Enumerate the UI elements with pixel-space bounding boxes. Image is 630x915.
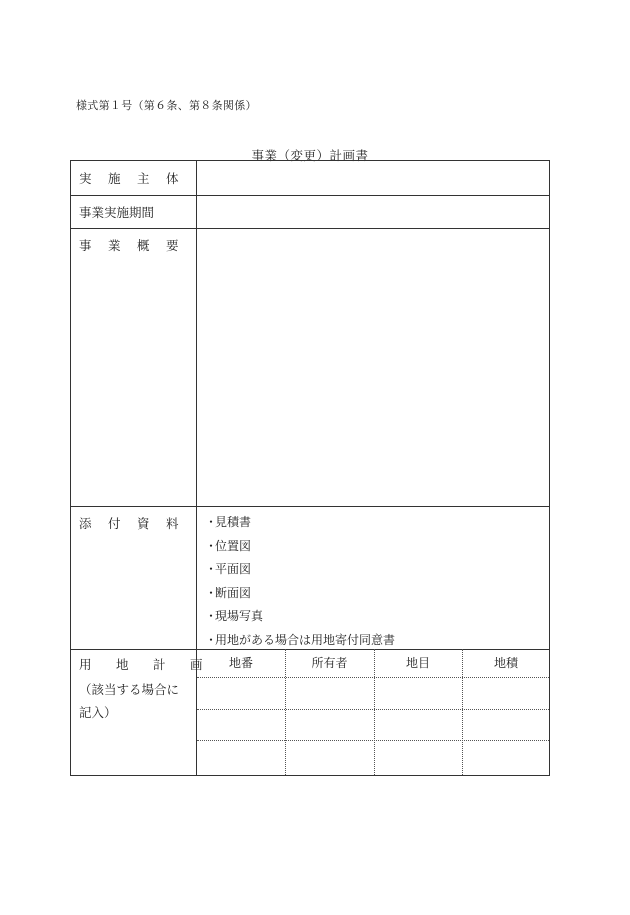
attachments-label: 添 付 資 料 (79, 516, 181, 531)
attachments-list (205, 513, 395, 654)
bullet-mark: ・ (205, 515, 218, 529)
document-title: 事業（変更）計画書 (251, 148, 369, 163)
land-plan-grid (197, 649, 549, 775)
column-header-lot-number: 地番 (228, 656, 253, 670)
overview-label: 事 業 概 要 (79, 238, 181, 253)
attachment-section-view: 断面図 (215, 585, 252, 600)
list-item (205, 513, 395, 537)
period-label-cell (71, 195, 197, 228)
period-field[interactable] (197, 195, 549, 228)
bullet-mark: ・ (205, 538, 218, 553)
implementer-label-cell (71, 161, 197, 195)
land-plan-note-line1: （該当する場合に (79, 682, 180, 697)
implementer-field[interactable] (197, 161, 549, 195)
land-cell[interactable] (463, 678, 550, 709)
land-cell[interactable] (197, 678, 285, 709)
attachment-location-map: 位置図 (215, 538, 252, 553)
bullet-mark: ・ (205, 562, 218, 576)
list-item (205, 584, 395, 608)
land-cell[interactable] (286, 741, 374, 773)
attachment-site-photos: 現場写真 (215, 609, 264, 623)
attachments-label-cell (71, 506, 197, 649)
attachments-content (197, 506, 549, 649)
bullet-mark: ・ (205, 585, 218, 600)
land-cell[interactable] (197, 741, 285, 773)
land-cell[interactable] (286, 678, 374, 709)
list-item (205, 607, 395, 631)
form-number: 様式第１号（第６条、第８条関係） (76, 99, 257, 112)
land-cell[interactable] (463, 710, 550, 740)
period-label: 事業実施期間 (79, 205, 155, 220)
implementer-row (71, 161, 549, 195)
bullet-mark: ・ (205, 632, 218, 647)
column-header-owner: 所有者 (311, 656, 348, 670)
overview-row (71, 228, 549, 506)
bullet-mark: ・ (205, 609, 218, 623)
land-plan-label-cell (71, 649, 209, 775)
attachment-plan-view: 平面図 (215, 562, 252, 576)
land-plan-label: 用 地 計 画 (79, 657, 209, 672)
land-cell[interactable] (286, 710, 374, 740)
column-header-land-category: 地目 (405, 656, 430, 670)
land-plan-row (71, 649, 549, 775)
list-item (205, 560, 395, 584)
land-plan-note-line2: 記入） (79, 705, 117, 720)
overview-label-cell (71, 228, 197, 506)
list-item (205, 537, 395, 561)
land-cell[interactable] (197, 710, 285, 740)
overview-field[interactable] (197, 228, 549, 506)
implementer-label: 実 施 主 体 (79, 171, 181, 186)
attachments-row (71, 506, 549, 649)
attachment-estimate: 見積書 (215, 515, 252, 529)
period-row (71, 195, 549, 228)
land-cell[interactable] (375, 710, 462, 740)
attachment-land-consent: 用地がある場合は用地寄付同意書 (215, 632, 396, 647)
column-header-land-area: 地積 (493, 656, 518, 670)
land-cell[interactable] (463, 741, 550, 773)
land-cell[interactable] (375, 678, 462, 709)
plan-form-table (70, 160, 550, 776)
land-cell[interactable] (375, 741, 462, 773)
